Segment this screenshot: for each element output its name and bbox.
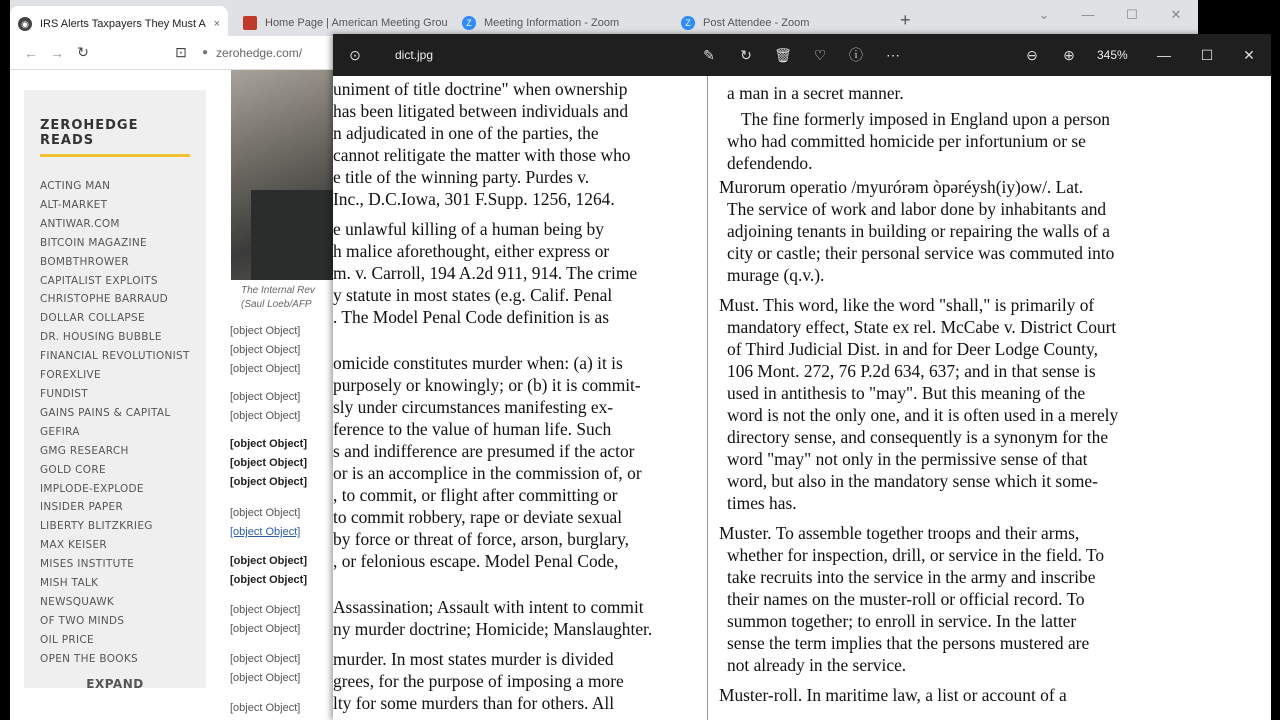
sidebar-link[interactable]: GEFIRA [40,425,80,438]
article-text-line: [object Object] [230,363,301,375]
dictionary-line: purposely or knowingly; or (b) it is commit- [333,375,641,395]
dictionary-line: Must. This word, like the word "shall," is primarily of [719,295,1095,315]
article-text-line: [object Object] [230,344,301,356]
sidebar-link[interactable]: BITCOIN MAGAZINE [40,236,147,249]
dictionary-line: Muster-roll. In maritime law, a list or account of a [719,685,1067,705]
tab-label: IRS Alerts Taxpayers They Must A [40,18,206,30]
zoom-favicon-icon: Z [681,16,695,30]
tab-search-button[interactable]: ⌄ [1038,7,1050,22]
zoom-favicon-icon: Z [462,16,476,30]
article-text-line: [object Object] [230,438,308,450]
sidebar-link[interactable]: MISH TALK [40,577,99,590]
dictionary-line: e title of the winning party. Purdes v. [333,167,590,187]
dictionary-image [333,76,1271,720]
sidebar-link[interactable]: ALT-MARKET [40,198,108,211]
desktop-edge [1271,0,1280,720]
dictionary-line: summon together; to enroll in service. In the latter [727,611,1077,631]
flag-favicon-icon [243,16,257,30]
photo-shadow-shape [251,190,341,280]
sidebar-link[interactable]: GMG RESEARCH [40,444,129,457]
zoom-in-icon[interactable]: ⊕ [1063,47,1075,63]
dictionary-line: m. v. Carroll, 194 A.2d 911, 914. The crime [333,263,638,283]
sidebar-link[interactable]: BOMBTHROWER [40,255,130,268]
dictionary-line: directory sense, and consequently is a synonym for the [727,427,1109,447]
dictionary-line: murage (q.v.). [727,265,825,285]
dictionary-line: , to commit, or flight after committing or [333,485,618,505]
back-icon[interactable]: ← [24,44,38,61]
minimize-button[interactable]: — [1157,47,1171,63]
url-field[interactable] [202,46,302,60]
viewer-app-icon[interactable]: ⊙ [349,47,361,63]
article-text-line: [object Object] [230,507,301,519]
dictionary-line: ny murder doctrine; Homicide; Manslaughter. [333,619,653,639]
close-button[interactable]: ✕ [1170,7,1182,22]
sidebar-link[interactable]: OIL PRICE [40,633,94,646]
article-text-line: [object Object] [230,623,301,635]
dictionary-line: , or felonious escape. Model Penal Code, [333,551,619,571]
tab-label: Post Attendee - Zoom [703,17,810,29]
dictionary-line: whether for inspection, drill, or service in the field. To [727,545,1105,565]
dictionary-line: a man in a secret manner. [727,83,904,103]
sidebar-list [40,177,190,669]
new-tab-button[interactable]: + [900,10,911,30]
dictionary-line: sense the term implies that the persons mustered are [727,633,1090,653]
url-text: zerohedge.com/ [216,45,303,60]
caption-line: (Saul Loeb/AFP [241,299,312,310]
article-text-line: [object Object] [230,457,308,469]
maximize-button[interactable]: ☐ [1200,47,1214,63]
dictionary-line: their names on the muster-roll or official record. To [727,589,1085,609]
dictionary-line: The fine formerly imposed in England upon a person [741,109,1110,129]
photo-caption [241,284,341,312]
viewer-filename: dict.jpg [395,48,434,62]
dictionary-line: murder. In most states murder is divided [333,649,614,669]
more-icon[interactable]: ⋯ [886,47,900,63]
article-text-line: [object Object] [230,653,301,665]
sidebar-link[interactable]: CHRISTOPHE BARRAUD [40,293,169,306]
column-divider [707,76,708,720]
maximize-button[interactable]: ☐ [1126,7,1138,22]
zerohedge-favicon-icon: ◉ [18,17,32,31]
bookmark-icon[interactable]: ⊡ [175,44,187,60]
sidebar-link[interactable]: OF TWO MINDS [40,614,125,627]
article-text-line: [object Object] [230,476,308,488]
article-text-line: [object Object] [230,391,301,403]
dictionary-line: or is an accomplice in the commission of, or [333,463,642,483]
dictionary-line: h malice aforethought, either express or [333,241,610,261]
sidebar-link[interactable]: ANTIWAR.COM [40,217,120,230]
dictionary-line: n adjudicated in one of the parties, the [333,123,599,143]
dictionary-line: s and indifference are presumed if the actor [333,441,635,461]
zoom-out-icon[interactable]: ⊖ [1026,47,1038,63]
article-text-line: [object Object] [230,702,301,714]
dictionary-line: 106 Mont. 272, 76 P.2d 634, 637; and in that sense is [727,361,1096,381]
close-button[interactable]: ✕ [1243,47,1255,63]
sidebar-link[interactable]: DR. HOUSING BUBBLE [40,331,162,344]
favorite-icon[interactable]: ♡ [813,47,827,63]
expand-button[interactable]: EXPAND [86,676,144,691]
article-text-line: [object Object] [230,555,308,567]
dictionary-line: sly under circumstances manifesting ex- [333,397,614,417]
sidebar-link[interactable]: OPEN THE BOOKS [40,652,139,665]
sidebar-title: ZEROHEDGE READS [40,118,190,157]
info-icon[interactable]: ⓘ [849,47,863,63]
photo-viewer-window [333,34,1271,720]
browser-window-controls [1022,0,1198,32]
close-tab-icon[interactable]: × [213,18,220,30]
caption-line: The Internal Rev [241,285,315,296]
sidebar-link[interactable]: CAPITALIST EXPLOITS [40,274,158,287]
dictionary-line: ference to the value of human life. Such [333,419,612,439]
sidebar-link[interactable]: GAINS PAINS & CAPITAL [40,406,171,419]
dictionary-line: city or castle; their personal service was commuted into [727,243,1115,263]
dictionary-line: The service of work and labor done by inhabitants and [727,199,1107,219]
sidebar-link[interactable]: MAX KEISER [40,539,107,552]
dictionary-line: adjoining tenants in building or repairing the walls of a [727,221,1110,241]
sidebar-link[interactable]: DOLLAR COLLAPSE [40,312,145,325]
dictionary-line: word "may" not only in the permissive sense of that [727,449,1088,469]
sidebar-link[interactable]: FOREXLIVE [40,369,101,382]
article-link[interactable]: [object Object] [230,526,301,538]
zoom-level: 345% [1097,48,1128,62]
minimize-button[interactable]: — [1081,7,1095,22]
sidebar-link[interactable]: FUNDIST [40,387,88,400]
sidebar-link[interactable]: INSIDER PAPER [40,501,124,514]
article-text-line: [object Object] [230,325,301,337]
dictionary-line: e unlawful killing of a human being by [333,219,604,239]
dictionary-line: cannot relitigate the matter with those who [333,145,631,165]
dictionary-line: defendendo. [727,153,813,173]
article-text-line: [object Object] [230,672,301,684]
dictionary-line: lty for some murders than for others. All [333,693,615,713]
tab-label: Meeting Information - Zoom [484,17,620,29]
sidebar-link[interactable]: MISES INSTITUTE [40,558,135,571]
dictionary-line: to commit robbery, rape or deviate sexual [333,507,623,527]
dictionary-line: uniment of title doctrine" when ownership [333,79,628,99]
dictionary-line: y statute in most states (e.g. Calif. Penal [333,285,613,305]
dictionary-line: Inc., D.C.Iowa, 301 F.Supp. 1256, 1264. [333,189,615,209]
sidebar-link[interactable]: IMPLODE-EXPLODE [40,482,144,495]
dictionary-line: of Third Judicial Dist. in and for Deer Lodge County, [727,339,1098,359]
dictionary-line: word is not the only one, and it is often used in a merely [727,405,1119,425]
article-text-line: [object Object] [230,410,301,422]
dictionary-line: times has. [727,493,797,513]
dictionary-line: Assassination; Assault with intent to commit [333,597,644,617]
lock-icon: ● [202,47,209,58]
dictionary-line: word, but also in the mandatory sense which it some- [727,471,1098,491]
dictionary-line: by force or threat of force, arson, burglary, [333,529,629,549]
zerohedge-reads-sidebar [24,90,206,691]
article-text-line: [object Object] [230,574,308,586]
tab-label: Home Page | American Meeting Grou [265,17,448,29]
article-photo [231,70,341,280]
article-text-line: [object Object] [230,604,301,616]
dictionary-line: who had committed homicide per infortunium or se [727,131,1086,151]
rotate-icon[interactable]: ↻ [740,47,752,63]
sidebar-link[interactable]: LIBERTY BLITZKRIEG [40,520,153,533]
dictionary-line: Murorum operatio /myurórəm òpəréysh(iy)ow/. Lat. [719,177,1084,197]
forward-icon[interactable]: → [50,44,64,61]
delete-icon[interactable]: 🗑 [774,47,792,63]
dictionary-line: not already in the service. [727,655,907,675]
dictionary-line: . The Model Penal Code definition is as [333,307,609,327]
dictionary-line: omicide constitutes murder when: (a) it is [333,353,623,373]
edit-icon[interactable]: ✎ [703,47,715,63]
viewer-toolbar [333,34,1271,76]
dictionary-line: grees, for the purpose of imposing a more [333,671,624,691]
dictionary-line: has been litigated between individuals and [333,101,629,121]
dictionary-line: used in antithesis to "may". But this meaning of the [727,383,1086,403]
reload-icon[interactable]: ↻ [77,44,89,60]
sidebar-link[interactable]: GOLD CORE [40,463,106,476]
sidebar-link[interactable]: NEWSQUAWK [40,595,115,608]
sidebar-link[interactable]: FINANCIAL REVOLUTIONIST [40,350,190,363]
sidebar-link[interactable]: ACTING MAN [40,180,111,192]
dictionary-line: mandatory effect, State ex rel. McCabe v. District Court [727,317,1117,337]
dictionary-line: Muster. To assemble together troops and their arms, [719,523,1080,543]
dictionary-line: take recruits into the service in the army and inscribe [727,567,1096,587]
